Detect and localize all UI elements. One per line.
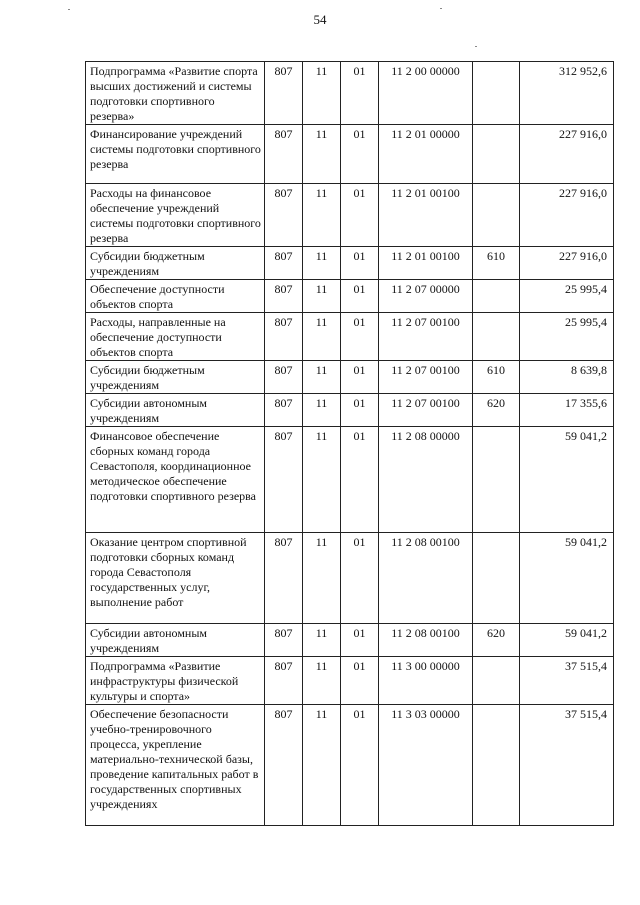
row-ved-code: 807 (265, 125, 303, 184)
row-target-code: 11 2 00 00000 (379, 62, 473, 125)
row-expense-type (473, 125, 520, 184)
row-ved-code: 807 (265, 62, 303, 125)
row-section-code: 11 (303, 62, 341, 125)
row-section-code: 11 (303, 313, 341, 361)
row-amount: 37 515,4 (520, 657, 614, 705)
row-subsection-code: 01 (341, 125, 379, 184)
row-amount: 17 355,6 (520, 394, 614, 427)
table-row (86, 125, 614, 184)
row-ved-code: 807 (265, 624, 303, 657)
row-target-code: 11 2 08 00100 (379, 533, 473, 624)
row-target-code: 11 2 07 00100 (379, 361, 473, 394)
row-name: Субсидии бюджетным учреждениям (86, 361, 265, 394)
row-ved-code: 807 (265, 705, 303, 826)
table-row (86, 533, 614, 624)
row-subsection-code: 01 (341, 533, 379, 624)
row-amount: 25 995,4 (520, 280, 614, 313)
row-name: Обеспечение доступности объектов спорта (86, 280, 265, 313)
row-name: Финансирование учреждений системы подготовки спортивного резерва (86, 125, 265, 184)
table-row (86, 313, 614, 361)
row-name: Субсидии автономным учреждениям (86, 624, 265, 657)
row-ved-code: 807 (265, 280, 303, 313)
row-ved-code: 807 (265, 533, 303, 624)
row-section-code: 11 (303, 624, 341, 657)
row-section-code: 11 (303, 361, 341, 394)
scan-speck (475, 46, 477, 47)
row-amount: 8 639,8 (520, 361, 614, 394)
row-name: Подпрограмма «Развитие спорта высших достижений и системы подготовки спортивного резерва» (86, 62, 265, 125)
row-expense-type (473, 657, 520, 705)
table-row (86, 247, 614, 280)
row-name: Оказание центром спортивной подготовки сборных команд города Севастополя государственных услуг, выполнение работ (86, 533, 265, 624)
row-section-code: 11 (303, 427, 341, 533)
row-amount: 25 995,4 (520, 313, 614, 361)
row-ved-code: 807 (265, 184, 303, 247)
row-target-code: 11 2 07 00000 (379, 280, 473, 313)
row-subsection-code: 01 (341, 280, 379, 313)
row-expense-type: 620 (473, 624, 520, 657)
row-ved-code: 807 (265, 247, 303, 280)
row-subsection-code: 01 (341, 394, 379, 427)
row-expense-type (473, 427, 520, 533)
row-target-code: 11 2 08 00100 (379, 624, 473, 657)
row-subsection-code: 01 (341, 705, 379, 826)
row-section-code: 11 (303, 533, 341, 624)
table-row (86, 657, 614, 705)
row-subsection-code: 01 (341, 313, 379, 361)
row-subsection-code: 01 (341, 247, 379, 280)
row-target-code: 11 2 08 00000 (379, 427, 473, 533)
table-row (86, 62, 614, 125)
table-row (86, 624, 614, 657)
row-name: Расходы на финансовое обеспечение учреждений системы подготовки спортивного резерва (86, 184, 265, 247)
page-number: 54 (313, 12, 327, 27)
row-target-code: 11 2 01 00100 (379, 184, 473, 247)
row-amount: 227 916,0 (520, 247, 614, 280)
scan-speck (440, 8, 442, 9)
row-target-code: 11 3 00 00000 (379, 657, 473, 705)
row-expense-type: 610 (473, 247, 520, 280)
row-target-code: 11 2 01 00000 (379, 125, 473, 184)
row-amount: 227 916,0 (520, 125, 614, 184)
row-name: Субсидии автономным учреждениям (86, 394, 265, 427)
row-expense-type: 620 (473, 394, 520, 427)
row-section-code: 11 (303, 280, 341, 313)
row-expense-type (473, 62, 520, 125)
row-expense-type (473, 533, 520, 624)
row-section-code: 11 (303, 184, 341, 247)
row-expense-type (473, 705, 520, 826)
row-ved-code: 807 (265, 657, 303, 705)
row-section-code: 11 (303, 705, 341, 826)
row-name: Финансовое обеспечение сборных команд города Севастополя, координационное методическое обеспечение подготовки спортивного резерва (86, 427, 265, 533)
row-ved-code: 807 (265, 313, 303, 361)
row-amount: 59 041,2 (520, 624, 614, 657)
row-expense-type (473, 313, 520, 361)
table-row (86, 280, 614, 313)
row-name: Подпрограмма «Развитие инфраструктуры физической культуры и спорта» (86, 657, 265, 705)
table-row (86, 361, 614, 394)
row-target-code: 11 2 07 00100 (379, 394, 473, 427)
row-section-code: 11 (303, 657, 341, 705)
row-amount: 59 041,2 (520, 533, 614, 624)
row-subsection-code: 01 (341, 657, 379, 705)
row-ved-code: 807 (265, 427, 303, 533)
row-target-code: 11 3 03 00000 (379, 705, 473, 826)
row-name: Субсидии бюджетным учреждениям (86, 247, 265, 280)
table-row (86, 427, 614, 533)
row-target-code: 11 2 07 00100 (379, 313, 473, 361)
row-name: Обеспечение безопасности учебно-тренировочного процесса, укрепление материально-технической базы, проведение капитальных работ в государственных спортивных учреждениях (86, 705, 265, 826)
row-section-code: 11 (303, 247, 341, 280)
row-amount: 227 916,0 (520, 184, 614, 247)
row-amount: 312 952,6 (520, 62, 614, 125)
row-ved-code: 807 (265, 361, 303, 394)
table-row (86, 394, 614, 427)
row-section-code: 11 (303, 394, 341, 427)
budget-table (85, 61, 614, 826)
scan-speck (68, 9, 70, 10)
row-name: Расходы, направленные на обеспечение доступности объектов спорта (86, 313, 265, 361)
row-subsection-code: 01 (341, 624, 379, 657)
table-row (86, 705, 614, 826)
row-section-code: 11 (303, 125, 341, 184)
row-amount: 59 041,2 (520, 427, 614, 533)
row-subsection-code: 01 (341, 184, 379, 247)
row-expense-type (473, 184, 520, 247)
row-expense-type (473, 280, 520, 313)
row-target-code: 11 2 01 00100 (379, 247, 473, 280)
row-subsection-code: 01 (341, 361, 379, 394)
row-amount: 37 515,4 (520, 705, 614, 826)
row-expense-type: 610 (473, 361, 520, 394)
row-ved-code: 807 (265, 394, 303, 427)
row-subsection-code: 01 (341, 62, 379, 125)
row-subsection-code: 01 (341, 427, 379, 533)
table-row (86, 184, 614, 247)
